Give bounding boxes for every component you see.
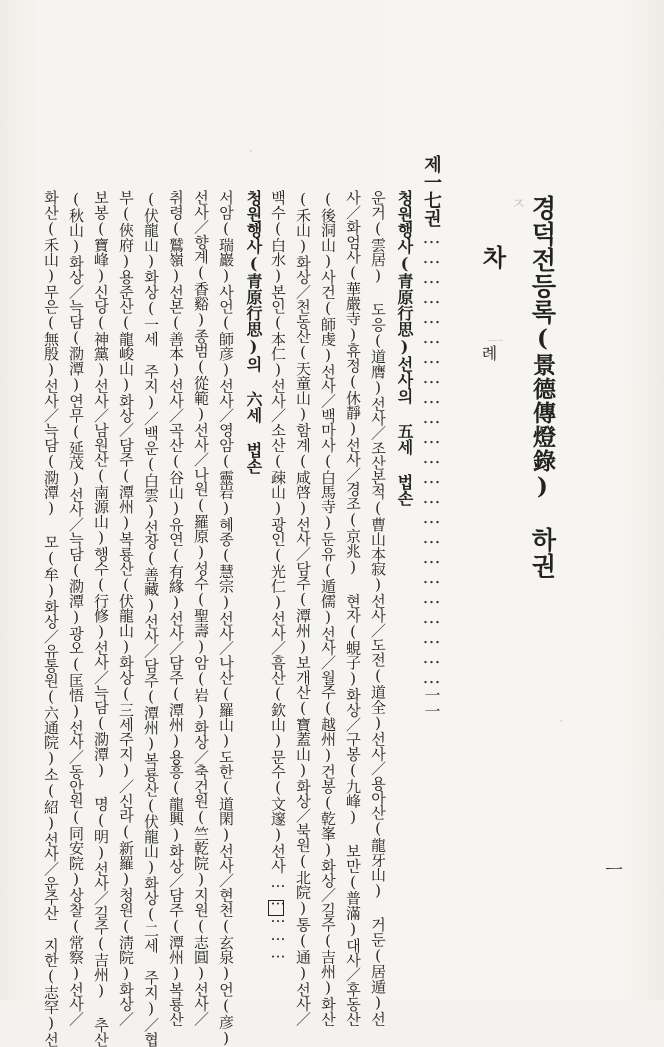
toc-line: 백수(白水)본인(本仁)선사／소산(疎山)광인(光仁)선사／흠산(欽山)문수(文邃)선사…………… — [269, 190, 287, 962]
paper-speck — [560, 720, 562, 722]
book-title — [524, 195, 560, 579]
paper-speck — [120, 960, 122, 962]
contents-heading: 차 — [478, 245, 507, 277]
book-title-part: 하권 — [528, 527, 557, 579]
toc-line: 화산(禾山)무은(無殷)선사／늑담(泐潭) 모(牟)화상／유통원(六通院)소(紹)선사／운주산 지한(志罕)선 — [42, 190, 60, 1047]
toc-line: (禾山)화상／천동산(天童山)함계(咸啓)선사／담주(潭州)보개산(寶蓋山)화상／북원(北院)통(通)선사／ — [294, 190, 312, 1026]
toc-line: (後洞山)사건(師虔)선사／백마사(白馬寺)둔유(遁儒)선사／월주(越州)건봉(乾峯)화상／길주(吉州)화산 — [319, 190, 337, 1026]
toc-line: 운거(雲居) 도응(道膺)선사／조산본적(曹山本寂)선사／도전(道全)선사／용아산(龍牙山) 거둔(居遁)선 — [369, 190, 387, 1026]
book-title-main: 경덕전등록 — [528, 195, 557, 325]
page-number: ㅡ — [602, 860, 623, 878]
toc-line: 취령(鷲嶺)선본(善本)선사／곡산(谷山)유연(有緣)선사／담주(潭州)용흥(龍興)화상／담주(潭州)복룡산 — [167, 190, 185, 1026]
page-ref-box — [268, 900, 284, 916]
section-heading: 청원행사(青原行思)의 六세 법손 — [244, 190, 263, 474]
bleed-through-mark: ㅡ — [485, 333, 504, 349]
leader-dots: …………………………………………………………… — [421, 227, 442, 687]
toc-line: 보봉(寶峰)신당(神黨)선사／남원산(南源山)행수(行修)선사／늑담(泐潭) 명(明)선사／길주(吉州) 추산 — [92, 190, 110, 1047]
toc-line: (伏龍山)화상(一세 주지)／백운(白雲)선장(善藏)선사／담주(潭州)복룡산(伏龍山)화상(二세 주지)／협 — [142, 190, 160, 1047]
bleed-through-mark: ㅈ — [508, 195, 527, 211]
toc-line: 선사／향계(香谿)종범(從範)선사／나원(羅原)성수(聖壽)암(岩)화상／축건원(竺乾院)지원(志圓)선사／ — [192, 190, 210, 1026]
section-heading: 청원행사(青原行思)선사의 五세 법손 — [395, 190, 414, 506]
toc-line: (秋山)화상／늑담(泐潭)연무(延茂)선사／늑담(泐潭)광오(匡悟)선사／동안원(同安院)상찰(常察)선사／ — [67, 190, 85, 1026]
book-title-hanja: (景德傳燈錄) — [529, 325, 556, 501]
volume-page-ref: 一一 — [422, 687, 441, 719]
volume-label: 제一七권 — [421, 155, 442, 227]
contents-heading-suffix: 례 — [479, 345, 498, 361]
toc-line: 부(俠府)용준산(龍峻山)화상／담주(潭州)복룡산(伏龍山)화상(三세주지)／신라(新羅)청원(淸院)화상／ — [117, 190, 135, 1026]
toc-line: 서암(瑞巖)사언(師彦)선사／영암(靈岩)혜종(慧宗)선사／나산(羅山)도한(道閑)선사／현천(玄泉)언(彦) — [217, 190, 235, 1047]
paper-speck — [250, 150, 252, 152]
toc-line: 사／화엄사(華嚴寺)휴정(休靜)선사／경조(京兆) 현자(蜆子)화상／구봉(九峰) 보만(普滿)대사／후동산 — [344, 190, 362, 1026]
volume-entry[interactable] — [418, 155, 444, 719]
